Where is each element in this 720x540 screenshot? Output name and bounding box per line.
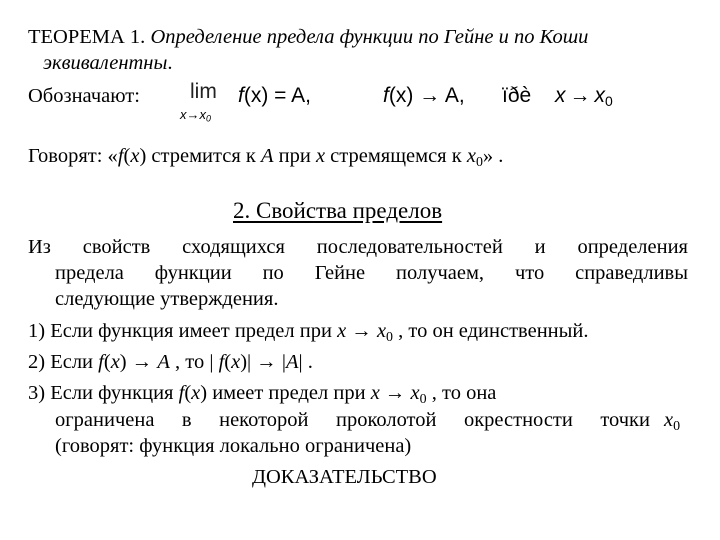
saying-line: Говорят: «f(x) стремится к A при x стремящемся к $x_0$» . — [28, 145, 504, 171]
notation-label: Обозначают: — [28, 85, 140, 107]
theorem-line-1 — [28, 24, 588, 50]
formula-limit-equals: f(x) = A, — [238, 84, 311, 107]
garbled-word: ïðè — [502, 84, 532, 107]
proof-label: ДОКАЗАТЕЛЬСТВО — [252, 466, 437, 488]
lim-word: lim — [190, 80, 217, 103]
theorem-statement-1: Определение предела функции по Гейне и по Коши — [150, 26, 589, 48]
property-3-line-1: 3) Если функция f(x) имеет предел при $x \to x_0$ , то она — [28, 382, 497, 408]
theorem-label: ТЕОРЕМА 1. — [28, 26, 146, 48]
intro-line-3: следующие утверждения. — [55, 288, 279, 310]
section-heading: 2. Свойства пределов — [233, 198, 443, 223]
property-3-line-2: ограничена в некоторой проколотой окрестности точки — [55, 409, 650, 431]
formula-tends-to: f(x) → A, — [383, 84, 465, 107]
intro-line-2: предела функции по Гейне получаем, что справедливы — [55, 262, 688, 284]
property-3-point: $x_0$ — [664, 409, 681, 435]
property-3-line-3: (говорят: функция локально ограничена) — [55, 435, 412, 457]
property-1: 1) Если функция имеет предел при $x \to x_0$ , то он единственный. — [28, 320, 589, 346]
property-2: 2) Если f(x) → A , то | f(x)| → |A| . — [28, 351, 313, 373]
theorem-period: . — [167, 52, 173, 74]
theorem-statement-2: эквивалентны — [43, 52, 168, 74]
formula-x-to-x0: $x \to x_0$ — [555, 84, 613, 110]
theorem-line-2 — [43, 50, 173, 76]
lim-subscript: $x\to x_0$ — [180, 107, 211, 124]
intro-line-1: Из свойств сходящихся последовательностей и определения — [28, 236, 688, 258]
